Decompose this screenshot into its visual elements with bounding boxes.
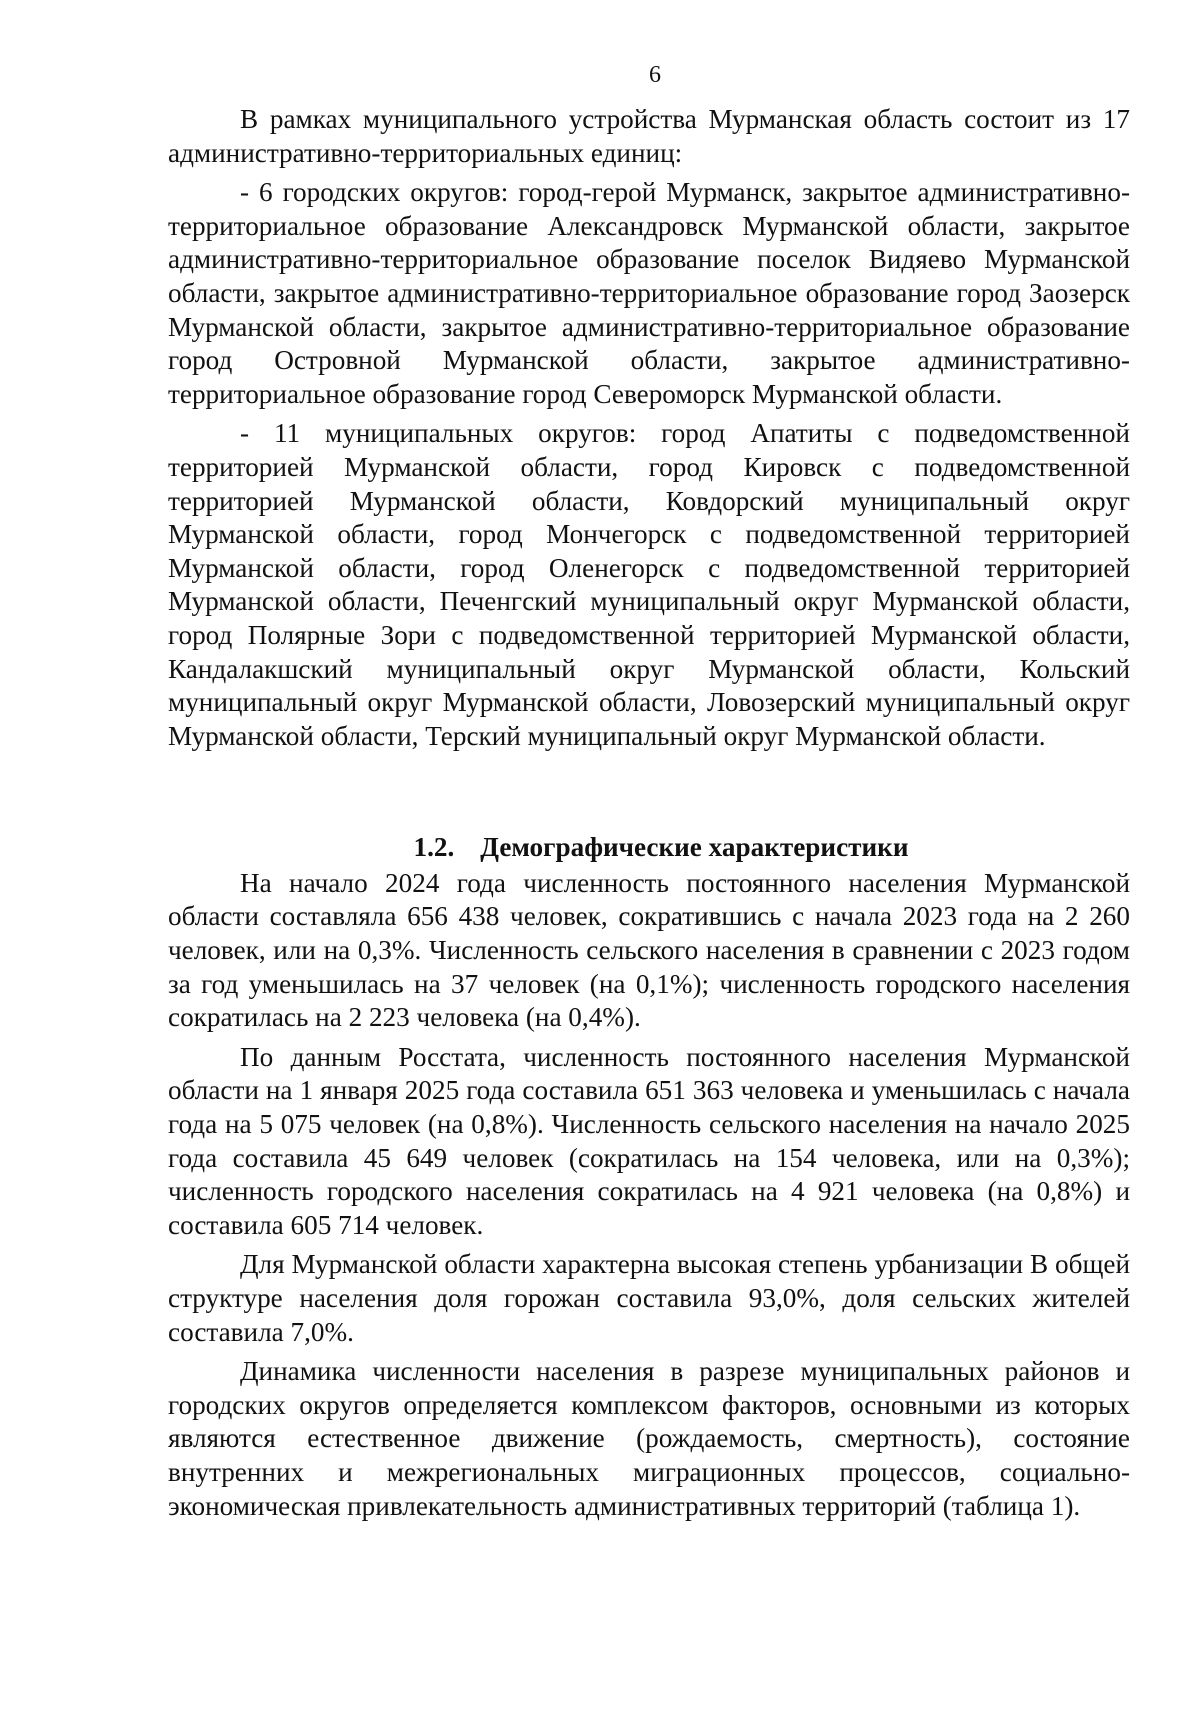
section-title: Демографические характеристики	[480, 832, 909, 863]
document-page	[168, 62, 1130, 1529]
section-number: 1.2.	[413, 832, 455, 863]
list-item-urban-districts: - 6 городских округов: город-герой Мурманск, закрытое административно-территориальное образование Александровск Мурманской области, закрытое административно-территориальное образование поселок Видяево Мурманской области, закрытое административно-территориальное образование город Заозерск Мурманской области, закрытое административно-территориальное образование город Островной Мурманской области, закрытое административно-территориальное образование город Североморск Мурманской области.	[168, 177, 1130, 409]
paragraph-population-2025: По данным Росстата, численность постоянного населения Мурманской области на 1 января 2025 года составила 651 363 человека и уменьшилась с начала года на 5 075 человек (на 0,8%). Численность сельского населения на начало 2025 года составила 45 649 человек (сократилась на 154 человека, или на 0,3%); численность городского населения сократилась на 4 921 человека (на 0,8%) и составила 605 714 человек.	[168, 1041, 1130, 1240]
paragraph-dynamics: Динамика численности населения в разрезе муниципальных районов и городских округов определяется комплексом факторов, основными из которых являются естественное движение (рождаемость, смертность), состояние внутренних и межрегиональных миграционных процессов, социально-экономическая привлекательность административных территорий (таблица 1).	[168, 1356, 1130, 1521]
paragraph-intro: В рамках муниципального устройства Мурманская область состоит из 17 административно-территориальных единиц:	[168, 104, 1130, 168]
paragraph-urbanization: Для Мурманской области характерна высокая степень урбанизации В общей структуре населения доля горожан составила 93,0%, доля сельских жителей составила 7,0%.	[168, 1249, 1130, 1347]
paragraph-population-2024: На начало 2024 года численность постоянного населения Мурманской области составляла 656 438 человек, сократившись с начала 2023 года на 2 260 человек, или на 0,3%. Численность сельского населения в сравнении с 2023 годом за год уменьшилась на 37 человек (на 0,1%); численность городского населения сократилась на 2 223 человека (на 0,4%).	[168, 867, 1130, 1033]
section-gap	[168, 759, 1130, 831]
page-number: 6	[649, 62, 661, 88]
list-item-municipal-districts: - 11 муниципальных округов: город Апатиты с подведомственной территорией Мурманской области, город Кировск с подведомственной территорией Мурманской области, Ковдорский муниципальный округ Мурманской области, город Мончегорск с подведомственной территорией Мурманской области, город Оленегорск с подведомственной территорией Мурманской области, Печенгский муниципальный округ Мурманской области, город Полярные Зори с подведомственной территорией Мурманской области, Кандалакшский муниципальный округ Мурманской области, Кольский муниципальный округ Мурманской области, Ловозерский муниципальный округ Мурманской области, Терский муниципальный округ Мурманской области.	[168, 418, 1130, 751]
section-heading	[168, 831, 1130, 865]
